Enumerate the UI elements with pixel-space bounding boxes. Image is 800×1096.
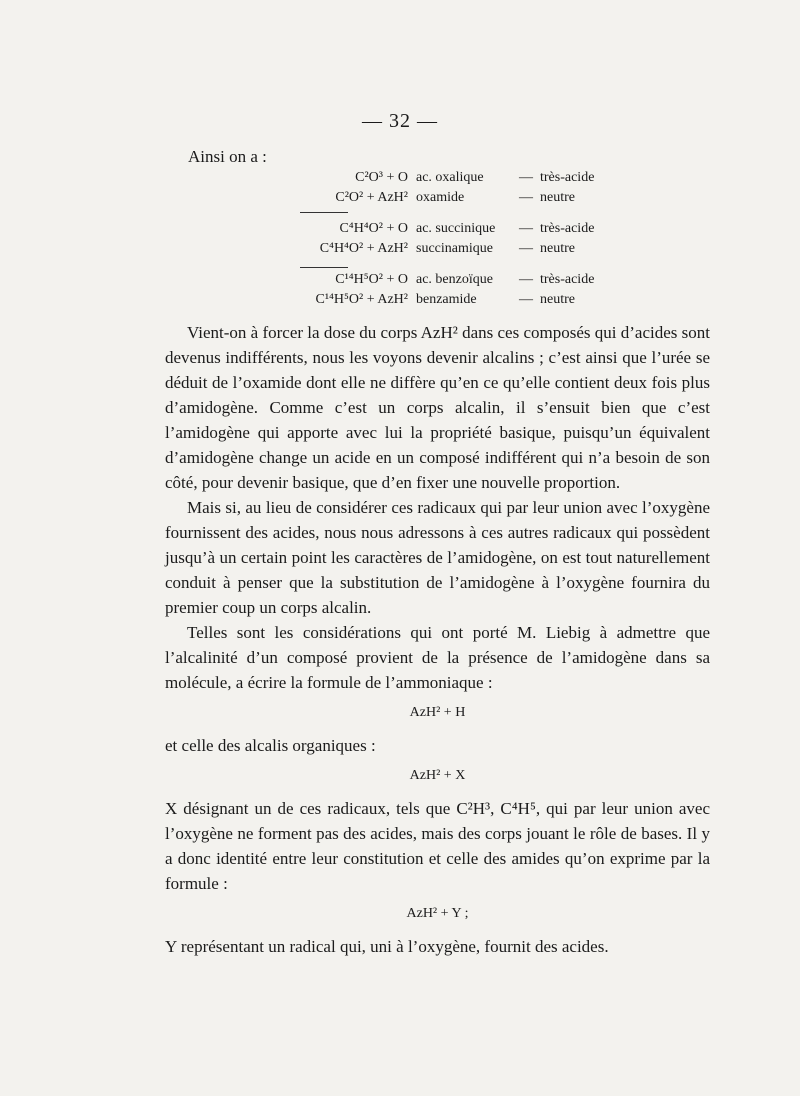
formula: C⁴H⁴O² + O xyxy=(339,221,408,236)
compound-name: succinamique xyxy=(416,241,493,256)
dash: — xyxy=(519,292,533,307)
formula-row xyxy=(290,188,620,208)
formula: C⁴H⁴O² + AzH² xyxy=(319,241,408,256)
formula-row xyxy=(290,290,620,310)
property: très-acide xyxy=(540,170,595,185)
equation: AzH² + H xyxy=(409,705,466,720)
paragraph: Mais si, au lieu de considérer ces radicaux qui par leur union avec l’oxygène fournissent des acides, nous nous adressons à ces autres radicaux qui possèdent jusqu’à un certain point les caractères de l’amidogène, on est tout naturellement conduit à penser que la substitution de l’amidogène à l’oxygène fournira du premier coup un corps alcalin. xyxy=(165,498,710,617)
property: neutre xyxy=(540,241,575,256)
dash: — xyxy=(519,241,533,256)
compound-name: benzamide xyxy=(416,292,477,307)
paragraph: Vient-on à forcer la dose du corps AzH² dans ces composés qui d’acides sont devenus indifférents, nous les voyons devenir alcalins ; c’est ainsi que l’urée se déduit de l’oxamide dont elle ne diffère qu’en ce qu’elle contient deux fois plus d’amidogène. Comme c’est un corps alcalin, il s’ensuit bien que c’est l’amidogène qui apporte avec lui la propriété basique, puisqu’un équivalent d’amidogène change un acide en un composé indifférent qui n’a besoin de son côté, pour devenir basique, que d’en fixer une nouvelle proportion. xyxy=(165,323,710,492)
property: neutre xyxy=(540,190,575,205)
formula-row xyxy=(290,239,620,259)
property: très-acide xyxy=(540,221,595,236)
paragraph: Telles sont les considérations qui ont porté M. Liebig à admettre que l’alcalinité d’un composé provient de la présence de l’amidogène dans sa molécule, a écrire la formule de l’ammoniaque : xyxy=(165,623,710,692)
property: neutre xyxy=(540,292,575,307)
property: très-acide xyxy=(540,272,595,287)
paragraph: Y représentant un radical qui, uni à l’oxygène, fournit des acides. xyxy=(165,937,609,956)
equation: AzH² + Y ; xyxy=(406,906,469,921)
compound-name: ac. oxalique xyxy=(416,170,484,185)
equation: AzH² + X xyxy=(409,768,466,783)
compound-name: ac. benzoïque xyxy=(416,272,493,287)
dash: — xyxy=(519,221,533,236)
dash: — xyxy=(519,170,533,185)
formula-row xyxy=(290,270,620,290)
paragraph: X désignant un de ces radicaux, tels que C²H³, C⁴H⁵, qui par leur union avec l’oxygène ne forment pas des acides, mais des corps jouant le rôle de bases. Il y a donc identité entre leur constitution et celle des amides qu’on exprime par la formule : xyxy=(165,799,710,893)
formula-row xyxy=(290,168,620,188)
compound-name: ac. succinique xyxy=(416,221,496,236)
formula-row xyxy=(290,219,620,239)
body-text xyxy=(165,320,710,959)
formula: C¹⁴H⁵O² + O xyxy=(335,272,408,287)
paragraph: et celle des alcalis organiques : xyxy=(165,736,376,755)
formula-table xyxy=(290,168,620,310)
formula: C¹⁴H⁵O² + AzH² xyxy=(315,292,408,307)
compound-name: oxamide xyxy=(416,190,465,205)
dash: — xyxy=(519,272,533,287)
separator-line xyxy=(300,212,348,213)
formula: C²O² + AzH² xyxy=(335,190,408,205)
formula: C²O³ + O xyxy=(355,170,408,185)
dash: — xyxy=(519,190,533,205)
separator-line xyxy=(300,267,348,268)
page-number: — 32 — xyxy=(362,110,438,132)
intro-text: Ainsi on a : xyxy=(188,147,267,166)
